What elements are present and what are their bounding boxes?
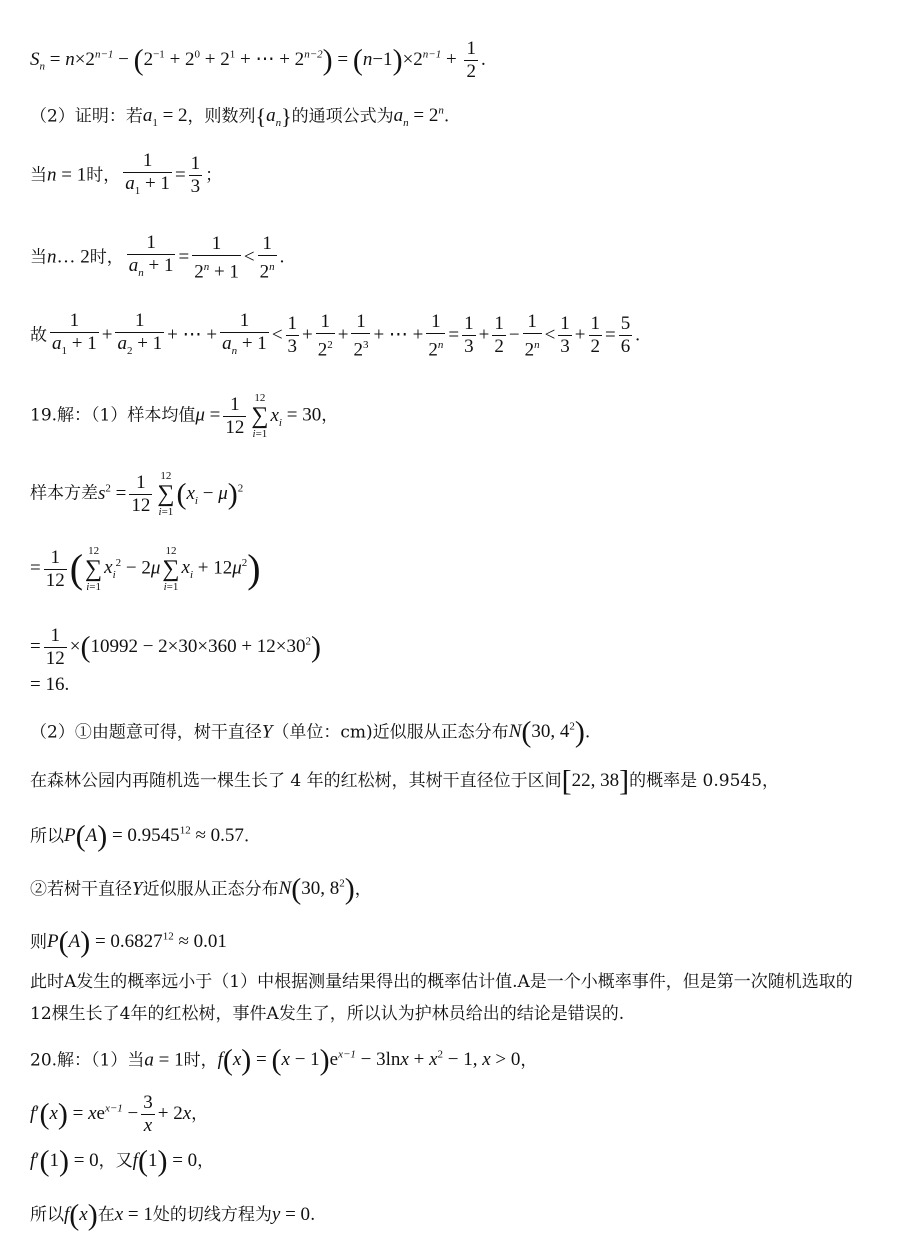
line-19-part2-1: （2）①由题意可得，树干直径Y（单位：cm)近似服从正态分布N(30, $4^2$).: [30, 715, 591, 749]
line-case-n2: 当n… 2时， $\frac{1}{a_n + 1}$ = $\frac{1}{2^n + 1}$ < $\frac{1}{2^n}$ .: [30, 232, 285, 283]
line-19-prob-b: 则$P(A) = 0.6827^{12} \approx 0.01$: [30, 925, 227, 959]
line-case-n1: 当n = 1时， $\frac{1}{a_1 + 1}$ = $\frac{1}{3}$ ；: [30, 150, 223, 198]
line-19-mean: 19.解：（1）样本均值μ = $\frac{1}{12}$ 12 ∑ $i=1x_i = 30$，: [30, 392, 339, 440]
line-20-function: 20.解：（1）当a = 1时，$f(x) = (x - 1)e^{x-1} - 3\ln x + x^2 - 1$, x > 0，: [30, 1043, 538, 1077]
line-19-interval: 在森林公园内再随机选一棵生长了 4 年的红松树，其树干直径位于区间[22, 38]的概率是 0.9545，: [30, 764, 780, 798]
line-19-variance: 样本方差$s^2$ = $\frac{1}{12}$ 12 ∑ $i=1(x_i - \mu)^2$: [30, 470, 244, 518]
line-19-substitute: = $\frac{1}{12}$ $\times(10992 - 2\times 30\times 360 + 12\times 30^2)$: [30, 625, 322, 669]
line-20-tangent: 所以f(x)在x = 1处的切线方程为y = 0.: [30, 1198, 316, 1232]
line-sn-formula: $S_n = n\times 2^{n-1} - (2^{-1} + 2^0 + 2^1$ + ⋯ + $2^{n-2}) = (n-1)\times 2^{n-1}$ + $\frac{1}{2}$ .: [30, 38, 486, 82]
line-sum-inequality: 故 $\frac{1}{a_1 + 1}$ + $\frac{1}{a_2 + 1}$ + ⋯ + $\frac{1}{a_n + 1}$ < $\frac{1}{3}$ + $\frac{1}{2^2}$ + $\frac{1}{2^3}$ + ⋯ + $\frac{1}{2^n}$ = $\frac{1}{3}$ + $\frac{1}{2}$ − $\frac{1}{2^n}$ < $\frac{1}{3}$ + $\frac{1}{2}$ = $\frac{5}{6}$ .: [30, 310, 640, 361]
line-20-values: f′(1) = 0，又f(1) = 0，: [30, 1144, 215, 1178]
line-19-conclusion: 此时A发生的概率远小于（1）中根据测量结果得出的概率估计值.A是一个小概率事件，但是第一次随机选取的12棵生长了4年的红松树，事件A发生了，所以认为护林员给出的结论是错误的.: [30, 972, 853, 1024]
line-19-expand: = $\frac{1}{12}$ ( 12 ∑ $i=1x_i^2 - 2\mu 12$ ∑ $i=1x_i + 12\mu^2$): [30, 545, 261, 593]
line-19-part2-2: ②若树干直径Y近似服从正态分布N(30, $8^2$)，: [30, 872, 372, 906]
line-20-derivative: $f'(x) = xe^{x-1}$ − $\frac{3}{x}$ + 2x，: [30, 1092, 209, 1136]
line-19-prob-a: 所以$P(A) = 0.9545^{12} \approx 0.57$.: [30, 819, 250, 853]
line-proof-statement: （2）证明：若$a_1 = 2$，则数列$\{a_n\}$的通项公式为$a_n = 2^n$.: [30, 103, 450, 130]
line-19-result: = 16.: [30, 674, 70, 695]
